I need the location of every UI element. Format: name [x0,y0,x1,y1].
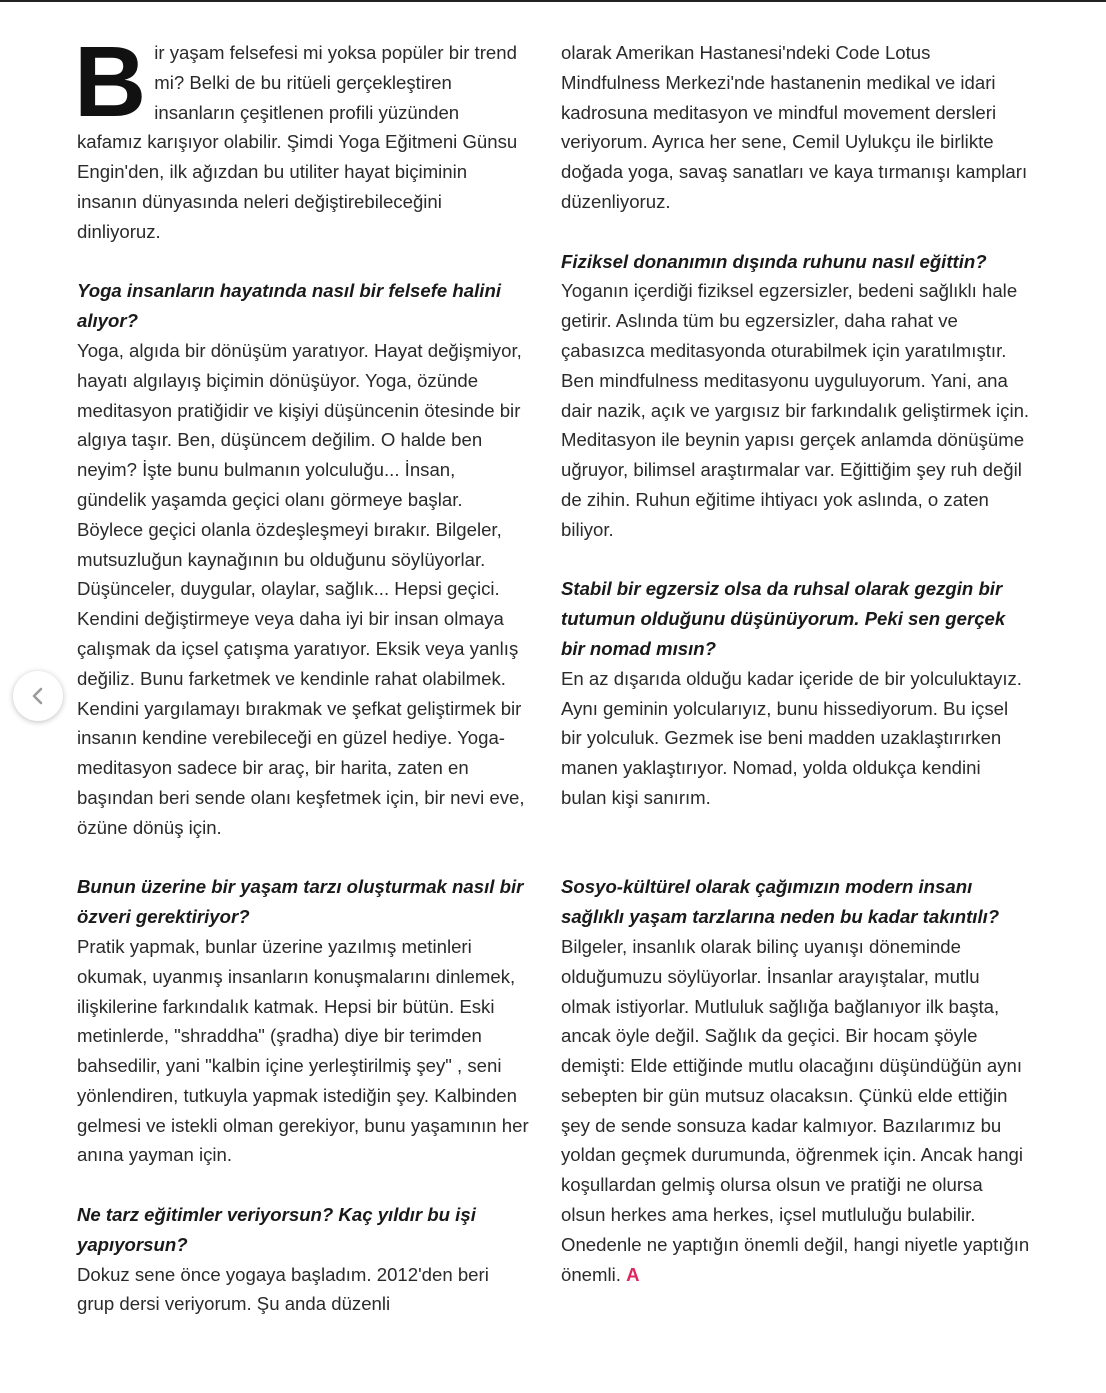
question-6: Sosyo-kültürel olarak çağımızın modern insanı sağlıklı yaşam tarzlarına neden bu kadar takıntılı? [561,876,1000,928]
answer-4: Yoganın içerdiği fiziksel egzersizler, bedeni sağlıklı hale getirir. Aslında tüm bu egzersizler, daha rahat ve çabasızca meditasyonda oturabilmek için yaratılmıştır. Ben mindfulness meditasyonu uyguluyorum. Yani, ana dair nazik, açık ve yargısız bir farkındalık geliştirmek için. Meditasyon ile beynin yapısı gerçek anlamda dönüşüme uğruyor, bilimsel araştırmalar var. Eğittiğim şey ruh değil de zihin. Ruhun eğitime ihtiyacı yok aslında, o zaten biliyor. [561,280,1030,540]
answer-2: Pratik yapmak, bunlar üzerine yazılmış metinleri okumak, uyanmış insanların konuşmalarını dinlemek, ilişkilerine farkındalık katmak. Hepsi bir bütün. Eski metinlerde, "shraddha" (şradha) diye bir terimden bahsedilir, yani "kalbin içine yerleştirilmiş şey" , seni yönlendiren, tutkuyla yapmak istediğin şey. Kalbinden gelmesi ve istekli olman gerekiyor, bunu yaşamının her anına yayman için. [77,935,529,1166]
spacer [77,247,529,277]
intro-text: ir yaşam felsefesi mi yoksa popüler bir trend mi? Belki de bu ritüeli gerçekleştiren insanların çeşitlenen profili yüzünden kafamız karışıyor olabilir. Şimdi Yoga Eğitmeni Günsu Engin'den, ilk ağızdan bu utiliter hayat biçiminin insanın dünyasında neleri değiştirebileceğini dinliyoruz. [77,42,518,242]
chevron-left-icon [27,685,49,707]
spacer [77,1170,529,1200]
spacer [561,843,1031,873]
answer-3-part-1: Dokuz sene önce yogaya başladım. 2012'den beri grup dersi veriyorum. Şu anda düzenli [77,1263,489,1315]
question-1: Yoga insanların hayatında nasıl bir felsefe halini alıyor? [77,280,501,332]
answer-6 [561,932,1031,1290]
article-column-right [561,38,1031,1289]
answer-3-part-2: olarak Amerikan Hastanesi'ndeki Code Lotus Mindfulness Merkezi'nde hastanenin medikal ve idari kadrosuna meditasyon ve mindful movement dersleri veriyorum. Ayrıca her sene, Cemil Uylukçu ile birlikte doğada yoga, savaş sanatları ve kaya tırmanışı kampları düzenliyoruz. [561,42,1028,212]
question-2: Bunun üzerine bir yaşam tarzı oluşturmak nasıl bir özveri gerektiriyor? [77,876,524,928]
previous-button[interactable] [13,671,63,721]
answer-1: Yoga, algıda bir dönüşüm yaratıyor. Hayat değişmiyor, hayatı algılayış biçimin dönüşüyor. Yoga, özünde meditasyon pratiğidir ve kişiyi düşüncenin ötesinde bir algıya taşır. Ben, düşüncem değilim. O halde ben neyim? İşte bunu bulmanın yolculuğu... İnsan, gündelik yaşamda geçici olanı görmeye başlar. Böylece geçici olanla özdeşleşmeyi bırakır. Bilgeler, mutsuzluğun kaynağının bu olduğunu söylüyorlar. Düşünceler, duygular, olaylar, sağlık... Hepsi geçici. Kendini değiştirmeye veya daha iyi bir insan olmaya çalışmak da içsel çatışma yaratıyor. Eksik veya yanlış değiliz. Bunu farketmek ve kendinle rahat olabilmek. Kendini yargılamayı bırakmak ve şefkat geliştirmek bir insanın kendine verebileceği en güzel hediye. Yoga-meditasyon sadece bir araç, bir harita, zaten en başından beri sende olanı keşfetmek için, bir nevi eve, özüne dönüş için. [77,339,525,838]
end-mark-icon: A [626,1263,640,1285]
spacer [77,843,529,873]
drop-cap: B [74,26,147,138]
answer-5: En az dışarıda olduğu kadar içeride de bir yolculuktayız. Aynı geminin yolcularıyız, bunu hissediyorum. Bu içsel bir yolculuk. Gezmek ise beni madden uzaklaştırırken manen yaklaştırıyor. Nomad, yolda oldukça kendini bulan kişi sanırım. [561,667,1022,808]
intro-paragraph [74,26,529,247]
article-column-left [74,26,529,1319]
question-5: Stabil bir egzersiz olsa da ruhsal olarak gezgin bir tutumun olduğunu düşünüyorum. Peki sen gerçek bir nomad mısın? [561,578,1006,659]
spacer [561,217,1031,247]
question-3: Ne tarz eğitimler veriyorsun? Kaç yıldır bu işi yapıyorsun? [77,1204,476,1255]
spacer [561,545,1031,575]
spacer [561,813,1031,843]
top-divider [0,0,1106,2]
question-4: Fiziksel donanımın dışında ruhunu nasıl eğittin? [561,250,987,272]
answer-6-text: Bilgeler, insanlık olarak bilinç uyanışı döneminde olduğumuzu söylüyorlar. İnsanlar arayıştalar, mutlu olmak istiyorlar. Mutluluk sağlığa bağlanıyor ilk başta, ancak öyle değil. Sağlık da geçici. Bir hocam şöyle demişti: Elde ettiğinde mutlu olacağını düşündüğün aynı sebepten bir gün mutsuz olacaksın. Çünkü elde ettiğin şey de sende sonsuza kadar kalmıyor. Bazılarımız bu yoldan geçmek durumunda, öğrenmek için. Ancak hangi koşullardan gelmiş olursa olsun ve pratiği ne olursa olsun herkes ama herkes, içsel mutluluğu bulabilir. Onedenle ne yaptığın önemli değil, hangi niyetle yaptığın önemli. [561,935,1030,1285]
